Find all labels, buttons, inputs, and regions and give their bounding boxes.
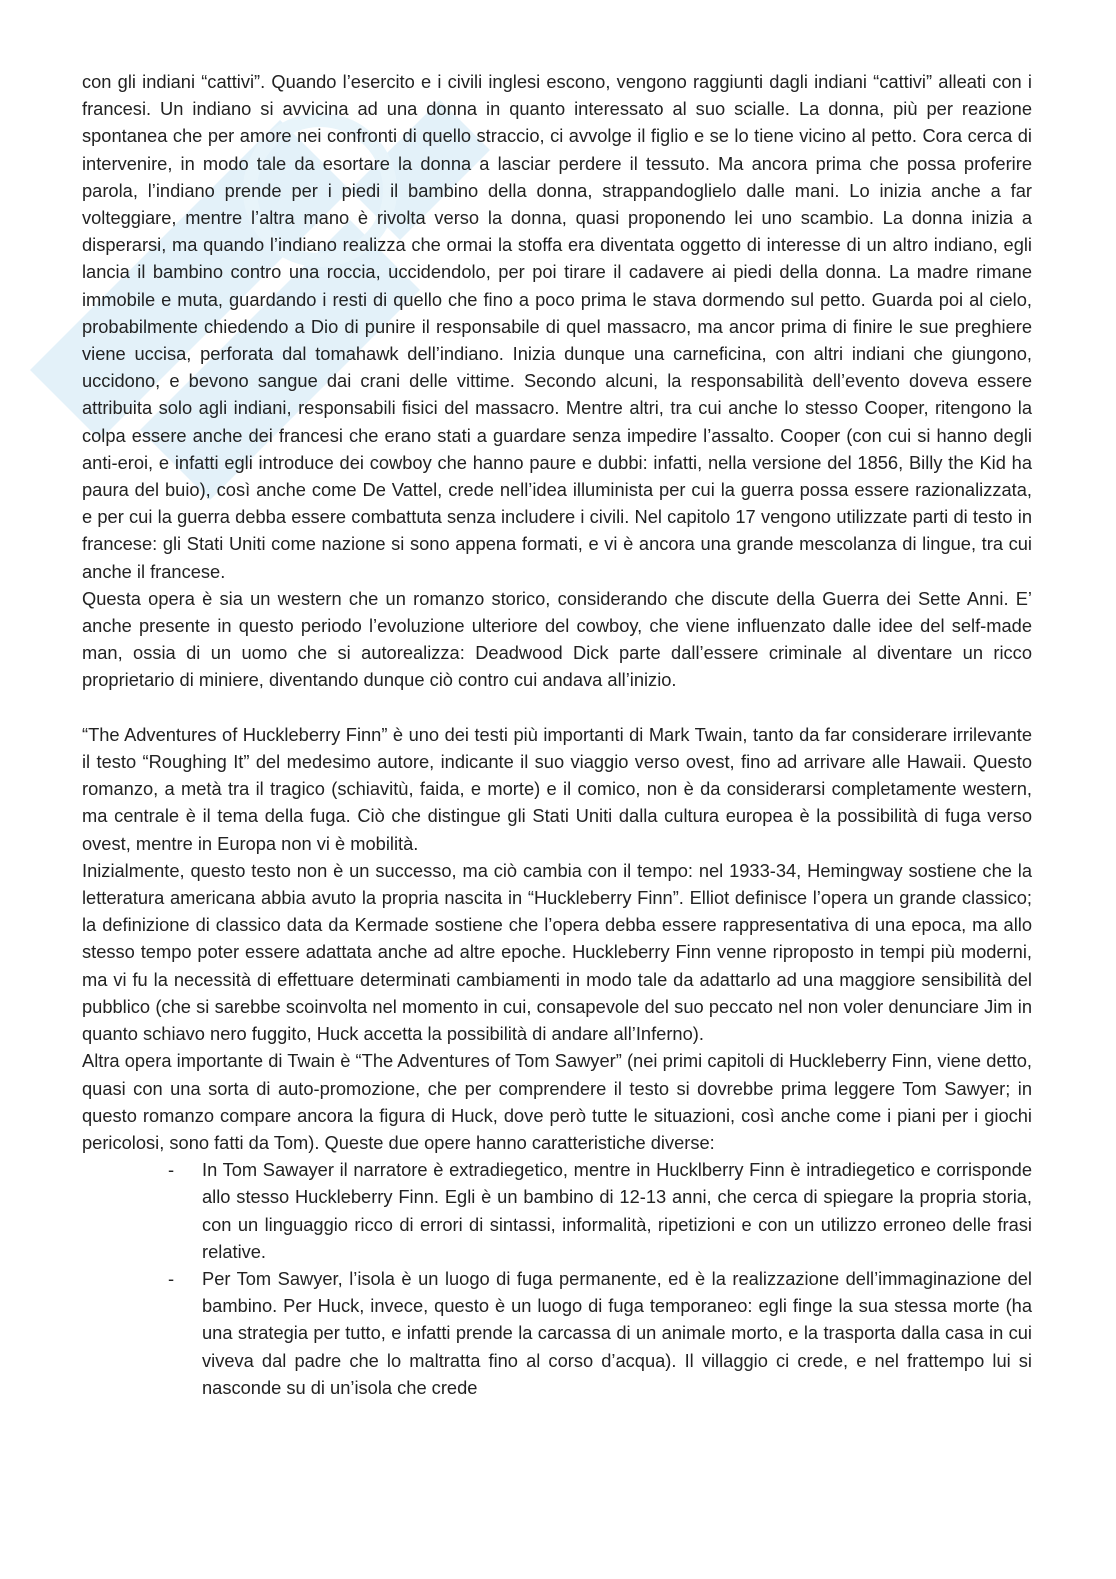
bullet-dash: - [168,1267,175,1289]
paragraph-huckleberry-intro: “The Adventures of Huckleberry Finn” è uno dei testi più importanti di Mark Twain, tanto da far considerare irrilevante il testo “Roughing It” del medesimo autore, indicante il suo viaggio verso ovest, fino ad arrivare alle Hawaii. Questo romanzo, a metà tra il tragico (schiavitù, faida, e morte) e il comico, non è da considerarsi completamente western, ma centrale è il tema della fuga. Ciò che distingue gli Stati Uniti dalla cultura europea è la possibilità di fuga verso ovest, mentre in Europa non vi è mobilità. [82,723,1032,854]
paragraph-gap [82,694,1032,721]
paragraph-massacre: con gli indiani “cattivi”. Quando l’esercito e i civili inglesi escono, vengono raggiunti dagli indiani “cattivi” alleati con i francesi. Un indiano si avvicina ad una donna in quanto interessato al suo scialle. La donna, più per reazione spontanea che per amore nei confronti di quello straccio, ci avvolge il figlio e se lo tiene vicino al petto. Cora cerca di intervenire, in modo tale da esortare la donna a lasciar perdere il tessuto. Ma ancora prima che possa proferire parola, l’indiano prende per i piedi il bambino della donna, strappandoglielo dalle mani. Lo inizia anche a far volteggiare, mentre l’altra mano è rivolta verso la donna, quasi proponendo lei uno scambio. La donna inizia a disperarsi, ma quando l’indiano realizza che ormai la stoffa era diventata oggetto di interesse di un altro indiano, egli lancia il bambino contro una roccia, uccidendolo, per poi tirare il cadavere ai piedi della donna. La madre rimane immobile e muta, guardando i resti di quello che fino a poco prima le stava dormendo sul petto. Guarda poi al cielo, probabilmente chiedendo a Dio di punire il responsabile di quel massacro, ma ancor prima di finire le sue preghiere viene uccisa, perforata dal tomahawk dell’indiano. Inizia dunque una carneficina, con altri indiani che giungono, uccidono, e bevono sangue dai crani delle vittime. Secondo alcuni, la responsabilità dell’evento doveva essere attribuita solo agli indiani, responsabili fisici del massacro. Mentre altri, tra cui anche lo stesso Cooper, ritengono la colpa essere anche dei francesi che erano stati a guardare senza impedire l’assalto. Cooper (con cui si hanno degli anti-eroi, e infatti egli introduce dei cowboy che hanno paure e dubbi: infatti, nella versione del 1856, Billy the Kid ha paura del buio), così anche come De Vattel, crede nell’idea illuminista per cui la guerra possa essere razionalizzata, e per cui la guerra debba essere combattuta senza includere i civili. Nel capitolo 17 vengono utilizzate parti di testo in francese: gli Stati Uniti come nazione si sono appena formati, e vi è ancora una grande mescolanza di lingue, tra cui anche il francese. [82,71,1032,582]
list-item-text: Per Tom Sawyer, l’isola è un luogo di fuga permanente, ed è la realizzazione dell’immaginazione del bambino. Per Huck, invece, questo è un luogo di fuga temporaneo: egli finge la sua stessa morte (ha una strategia per tutto, e infatti prende la carcassa di un animale morto, e la trasporta dalla casa in cui viveva dal padre che lo maltratta fino al corso d’acqua). Il villaggio ci crede, e nel frattempo lui si nasconde su di un’isola che crede [202,1267,1032,1398]
document-body [82,68,1032,1401]
differences-list [82,1156,1032,1401]
list-item [82,1265,1032,1401]
paragraph-huckleberry-success: Inizialmente, questo testo non è un successo, ma ciò cambia con il tempo: nel 1933-34, Hemingway sostiene che la letteratura americana abbia avuto la propria nascita in “Huckleberry Finn”. Elliot definisce l’opera un grande classico; la definizione di classico data da Kermade sostiene che l’opera debba essere rappresentativa di una epoca, ma allo stesso tempo poter essere adattata anche ad altre epoche. Huckleberry Finn venne riproposto in tempi più moderni, ma vi fu la necessità di effettuare determinati cambiamenti in modo tale da adattarlo ad una maggiore sensibilità del pubblico (che si sarebbe scoinvolta nel momento in cui, consapevole del suo peccato nel non voler denunciare Jim in quanto schiavo nero fuggito, Huck accetta la possibilità di andare all’Inferno). [82,859,1032,1045]
bullet-dash: - [168,1159,175,1181]
paragraph-western-novel: Questa opera è sia un western che un romanzo storico, considerando che discute della Guerra dei Sette Anni. E’ anche presente in questo periodo l’evoluzione ulteriore del cowboy, che viene influenzato dalle idee del self-made man, ossia di un uomo che si autorealizza: Deadwood Dick parte dall’essere criminale al diventare un ricco proprietario di miniere, diventando dunque ciò contro cui andava all’inizio. [82,587,1032,691]
paragraph-tom-sawyer: Altra opera importante di Twain è “The Adventures of Tom Sawyer” (nei primi capitoli di Huckleberry Finn, viene detto, quasi con una sorta di auto-promozione, che per comprendere il testo si dovrebbe prima leggere Tom Sawyer; in questo romanzo compare ancora la figura di Huck, dove però tutte le situazioni, così anche come i piani per i giochi pericolosi, sono fatti da Tom). Queste due opere hanno caratteristiche diverse: [82,1050,1032,1153]
list-item [82,1156,1032,1265]
list-item-text: In Tom Sawayer il narratore è extradiegetico, mentre in Hucklberry Finn è intradiegetico e corrisponde allo stesso Huckleberry Finn. Egli è un bambino di 12-13 anni, che cerca di spiegare la propria storia, con un linguaggio ricco di errori di sintassi, informalità, ripetizioni e con un utilizzo erroneo delle frasi relative. [202,1159,1032,1262]
